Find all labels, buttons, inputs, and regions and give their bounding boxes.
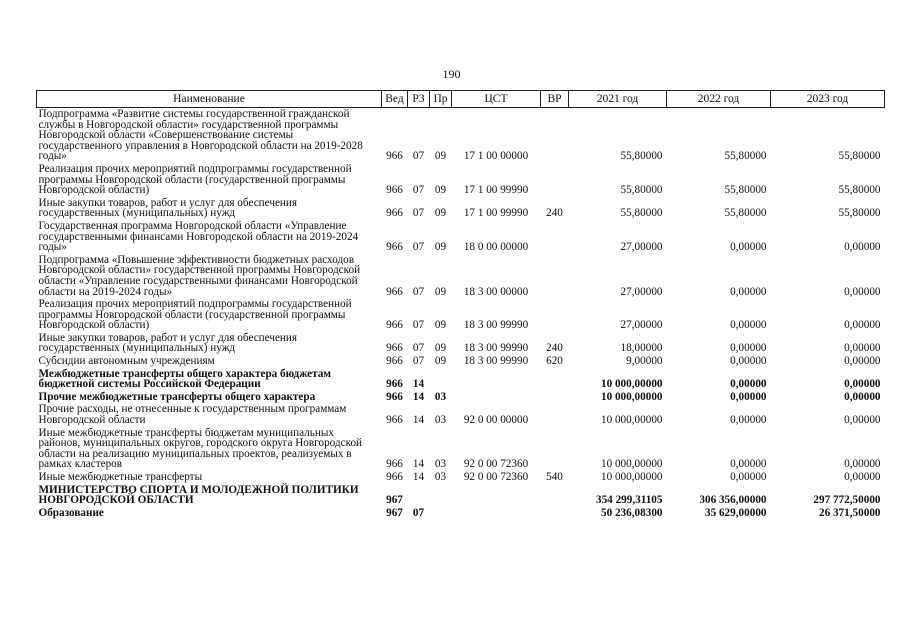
budget-table-container	[36, 90, 884, 519]
row-amount-2021: 10 000,00000	[600, 414, 663, 427]
row-ved: 966	[386, 378, 403, 391]
row-vr	[541, 163, 569, 197]
row-name: Подпрограмма «Развитие системы государственной гражданской службы в Новгородской области» государственной программы Новгородской области «Совершенствование системы государственного управления в Новгородской области на 2019-2028 годы»	[38, 108, 363, 163]
row-name: Прочие расходы, не отнесенные к государственным программам Новгородской области	[38, 403, 347, 427]
row-amount-2022: 0,00000	[730, 355, 767, 368]
row-rz: 07	[412, 319, 425, 332]
row-pr: 09	[434, 342, 447, 355]
row-amount-2023: 0,00000	[844, 355, 881, 368]
row-amount-2021: 50 236,08300	[600, 506, 663, 519]
row-rz: 07	[412, 184, 425, 197]
table-row	[37, 484, 885, 507]
row-name: Прочие межбюджетные трансферты общего характера	[38, 390, 316, 403]
row-amount-2023: 0,00000	[844, 342, 881, 355]
table-row	[37, 220, 885, 254]
row-name: Государственная программа Новгородской области «Управление государственными финансами Новгородской области на 2019-2024 годы»	[38, 219, 359, 254]
row-amount-2022: 0,00000	[730, 390, 767, 403]
row-amount-2021: 9,00000	[626, 355, 663, 368]
row-pr: 03	[434, 458, 447, 471]
row-amount-2023: 55,80000	[838, 150, 881, 163]
row-cst: 17 1 00 00000	[463, 150, 529, 163]
row-amount-2023: 0,00000	[844, 378, 881, 391]
row-ved: 967	[386, 506, 403, 519]
row-pr: 03	[434, 414, 447, 427]
row-name: Образование	[38, 506, 104, 519]
row-amount-2021: 10 000,00000	[600, 390, 663, 403]
row-rz: 07	[412, 241, 425, 254]
row-cst	[452, 507, 541, 520]
row-cst: 17 1 00 99990	[463, 184, 529, 197]
row-amount-2021: 10 000,00000	[600, 458, 663, 471]
row-name: Иные межбюджетные трансферты	[38, 471, 203, 483]
row-amount-2022: 55,80000	[724, 184, 767, 197]
row-pr	[430, 484, 452, 507]
row-name: Иные межбюджетные трансферты бюджетам муниципальных районов, муниципальных округов, городского округа Новгородской области на реализацию муниципальных проектов, реализуемых в рамках кластеров	[38, 426, 363, 471]
row-vr	[541, 368, 569, 391]
row-amount-2022: 55,80000	[724, 207, 767, 220]
table-row	[37, 355, 885, 368]
row-pr	[430, 368, 452, 391]
row-amount-2021: 27,00000	[620, 285, 663, 298]
row-cst	[452, 484, 541, 507]
row-ved: 966	[386, 207, 403, 220]
row-amount-2021: 354 299,31105	[595, 494, 663, 507]
row-amount-2023: 0,00000	[844, 414, 881, 427]
table-row	[37, 403, 885, 426]
header-cst: ЦСТ	[452, 91, 541, 108]
row-pr: 09	[434, 184, 447, 197]
row-rz: 07	[412, 342, 425, 355]
row-amount-2022: 0,00000	[730, 342, 767, 355]
row-pr: 09	[434, 207, 447, 220]
row-amount-2021: 10 000,00000	[600, 378, 663, 391]
row-pr: 09	[434, 355, 447, 368]
row-amount-2021: 55,80000	[620, 207, 663, 220]
row-name: Реализация прочих мероприятий подпрограммы государственной программы Новгородской области (государственной программы Новгородской области)	[38, 298, 352, 332]
row-cst	[452, 391, 541, 404]
header-row	[37, 91, 885, 108]
row-pr: 09	[434, 319, 447, 332]
row-vr	[541, 391, 569, 404]
row-pr: 09	[434, 150, 447, 163]
row-amount-2022: 0,00000	[730, 378, 767, 391]
header-ved: Вед	[382, 91, 408, 108]
row-amount-2023: 0,00000	[844, 390, 881, 403]
page-number: 190	[442, 67, 461, 81]
row-cst: 18 0 00 00000	[463, 241, 529, 254]
row-name: Реализация прочих мероприятий подпрограммы государственной программы Новгородской области (государственной программы Новгородской области)	[38, 162, 352, 197]
row-name: Межбюджетные трансферты общего характера бюджетам бюджетной системы Российской Федерации	[38, 367, 331, 391]
table-row	[37, 368, 885, 391]
row-amount-2023: 0,00000	[844, 458, 881, 471]
header-name: Наименование	[37, 91, 382, 108]
row-rz: 14	[412, 414, 425, 427]
table-row	[37, 197, 885, 220]
row-rz: 07	[412, 150, 425, 163]
row-ved: 967	[386, 494, 403, 507]
table-header	[37, 91, 885, 108]
row-cst: 18 3 00 99990	[463, 319, 529, 332]
row-amount-2021: 27,00000	[620, 241, 663, 254]
row-vr: 620	[546, 355, 563, 368]
table-row	[37, 254, 885, 298]
row-pr: 03	[434, 471, 447, 483]
row-ved: 966	[386, 285, 403, 298]
row-amount-2023: 55,80000	[838, 207, 881, 220]
table-row	[37, 427, 885, 471]
row-name: Иные закупки товаров, работ и услуг для обеспечения государственных (муниципальных) нужд	[38, 331, 298, 355]
row-amount-2023: 55,80000	[838, 184, 881, 197]
row-cst: 18 3 00 99990	[463, 355, 529, 368]
row-name: Иные закупки товаров, работ и услуг для обеспечения государственных (муниципальных) нужд	[38, 196, 298, 220]
row-rz: 07	[412, 207, 425, 220]
row-amount-2021: 55,80000	[620, 150, 663, 163]
row-amount-2023: 0,00000	[844, 471, 881, 483]
row-cst: 92 0 00 00000	[463, 414, 529, 427]
row-rz: 07	[412, 506, 425, 519]
row-cst: 92 0 00 72360	[463, 471, 529, 483]
row-amount-2021: 27,00000	[620, 319, 663, 332]
row-rz: 14	[412, 458, 425, 471]
row-pr: 09	[434, 241, 447, 254]
header-vr: ВР	[541, 91, 569, 108]
row-ved: 966	[386, 390, 403, 403]
row-ved: 966	[386, 342, 403, 355]
header-pr: Пр	[430, 91, 452, 108]
row-amount-2022: 0,00000	[730, 414, 767, 427]
row-ved: 966	[386, 184, 403, 197]
row-vr	[541, 484, 569, 507]
row-vr: 240	[546, 342, 563, 355]
row-rz: 07	[412, 285, 425, 298]
row-pr	[430, 507, 452, 520]
row-amount-2023: 297 772,50000	[813, 494, 881, 507]
row-name: МИНИСТЕРСТВО СПОРТА И МОЛОДЕЖНОЙ ПОЛИТИКИ НОВГОРОДСКОЙ ОБЛАСТИ	[38, 483, 359, 507]
row-amount-2022: 0,00000	[730, 471, 767, 483]
row-rz: 14	[412, 471, 425, 483]
table-row	[37, 163, 885, 197]
row-cst: 18 3 00 99990	[463, 342, 529, 355]
table-row	[37, 298, 885, 332]
row-amount-2022: 0,00000	[730, 319, 767, 332]
row-name: Подпрограмма «Повышение эффективности бюджетных расходов Новгородской области» государственной программы Новгородской области «Управление государственными финансами Новгородской области на 2019-2024 годы»	[38, 253, 361, 298]
row-vr	[541, 108, 569, 163]
row-amount-2022: 0,00000	[730, 458, 767, 471]
header-2021: 2021 год	[569, 91, 667, 108]
table-row	[37, 471, 885, 484]
row-cst: 17 1 00 99990	[463, 207, 529, 220]
row-rz	[408, 484, 430, 507]
header-2023: 2023 год	[771, 91, 885, 108]
row-ved: 966	[386, 355, 403, 368]
row-ved: 966	[386, 241, 403, 254]
row-vr	[541, 254, 569, 298]
row-vr	[541, 507, 569, 520]
row-rz: 14	[412, 390, 425, 403]
header-rz: РЗ	[408, 91, 430, 108]
row-ved: 966	[386, 319, 403, 332]
row-pr: 03	[434, 390, 447, 403]
row-amount-2022: 306 356,00000	[699, 494, 767, 507]
row-amount-2023: 26 371,50000	[818, 506, 881, 519]
header-2022: 2022 год	[667, 91, 771, 108]
row-vr: 240	[546, 207, 563, 220]
row-ved: 966	[386, 150, 403, 163]
row-ved: 966	[386, 471, 403, 483]
row-amount-2023: 0,00000	[844, 319, 881, 332]
row-name: Субсидии автономным учреждениям	[38, 355, 215, 368]
row-amount-2023: 0,00000	[844, 241, 881, 254]
row-amount-2022: 55,80000	[724, 150, 767, 163]
table-row	[37, 391, 885, 404]
row-vr	[541, 220, 569, 254]
row-cst: 92 0 00 72360	[463, 458, 529, 471]
row-amount-2023: 0,00000	[844, 285, 881, 298]
row-vr	[541, 298, 569, 332]
row-vr: 540	[546, 471, 563, 483]
row-amount-2022: 0,00000	[730, 241, 767, 254]
row-rz: 07	[412, 355, 425, 368]
row-amount-2021: 55,80000	[620, 184, 663, 197]
row-amount-2021: 18,00000	[620, 342, 663, 355]
row-pr: 09	[434, 285, 447, 298]
row-vr	[541, 403, 569, 426]
row-rz: 14	[412, 378, 425, 391]
budget-table	[36, 90, 885, 519]
row-cst	[452, 368, 541, 391]
row-ved: 966	[386, 414, 403, 427]
table-row	[37, 507, 885, 520]
row-vr	[541, 427, 569, 471]
row-amount-2022: 35 629,00000	[704, 506, 767, 519]
row-amount-2021: 10 000,00000	[600, 471, 663, 483]
table-row	[37, 108, 885, 163]
row-cst: 18 3 00 00000	[463, 285, 529, 298]
row-ved: 966	[386, 458, 403, 471]
table-body	[37, 108, 885, 520]
table-row	[37, 332, 885, 355]
row-amount-2022: 0,00000	[730, 285, 767, 298]
